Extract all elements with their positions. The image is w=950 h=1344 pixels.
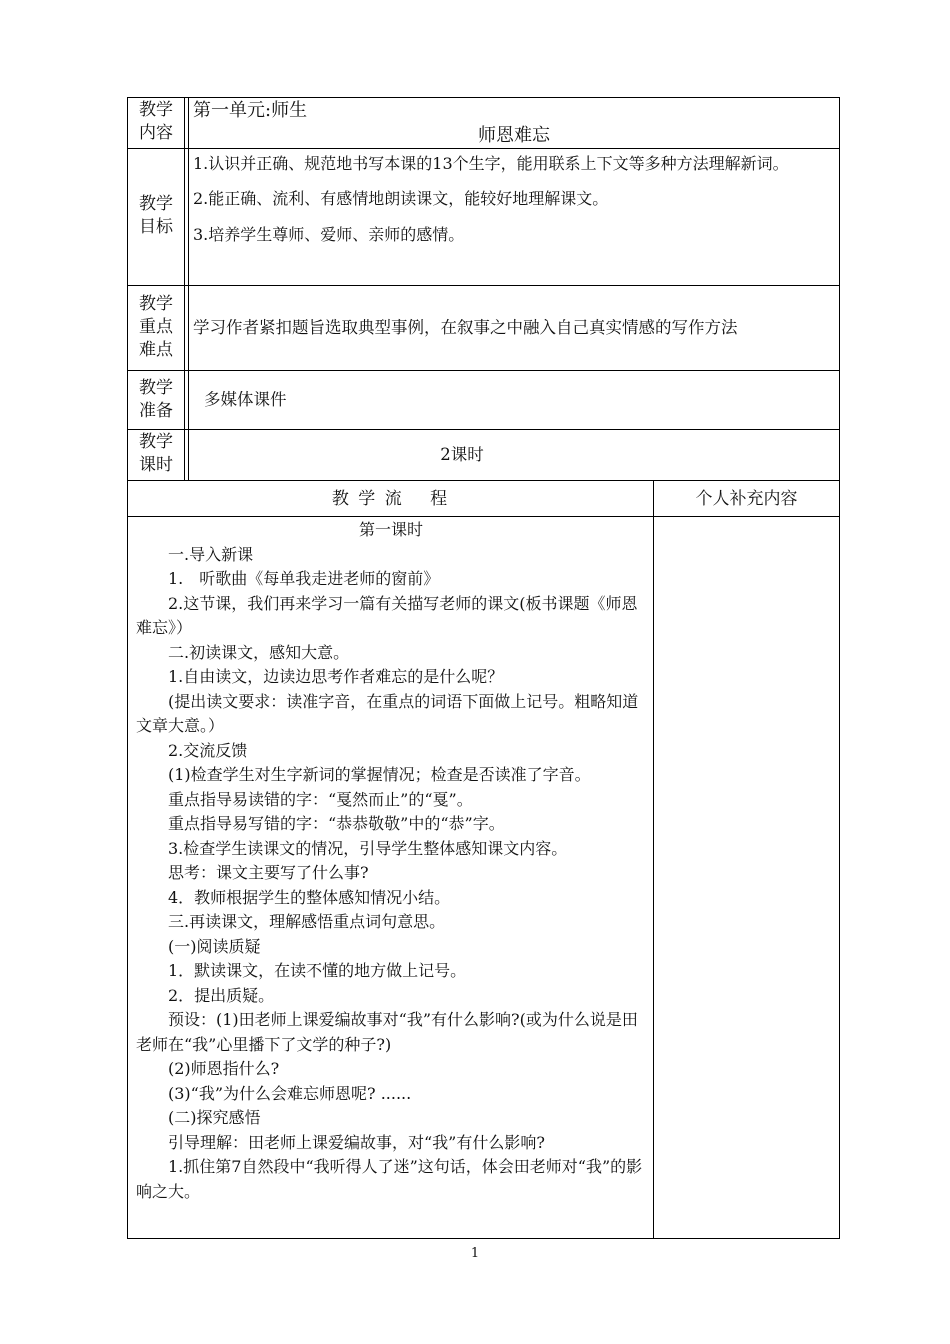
label-teaching-goals bbox=[128, 193, 184, 239]
flow-header: 教 学 流 程 bbox=[331, 489, 450, 509]
row-divider-4 bbox=[127, 429, 840, 430]
row-divider-2 bbox=[127, 285, 840, 286]
flow-line: 重点指导易写错的字：“恭恭敬敬”中的“恭”字。 bbox=[168, 814, 505, 833]
flow-column-divider bbox=[653, 480, 654, 1239]
label-key-points bbox=[128, 293, 184, 362]
flow-line: (2)师恩指什么? bbox=[168, 1059, 280, 1078]
goal-item: 2.能正确、流利、有感情地朗读课文，能较好地理解课文。 bbox=[193, 189, 609, 208]
table-border-right bbox=[839, 97, 840, 1239]
class-hours-text: 2课时 bbox=[440, 445, 484, 464]
flow-line: 2.交流反馈 bbox=[168, 740, 248, 760]
flow-line: 一.导入新课 bbox=[168, 544, 254, 564]
row-divider-5 bbox=[127, 480, 840, 481]
flow-line: (3)“我”为什么会难忘师恩呢? ...... bbox=[168, 1083, 412, 1103]
flow-line: 2．提出质疑。 bbox=[168, 985, 275, 1005]
row-divider-1 bbox=[127, 148, 840, 149]
label-line: 教学 bbox=[139, 100, 173, 120]
flow-line: 3.检查学生读课文的情况，引导学生整体感知课文内容。 bbox=[168, 838, 568, 858]
flow-line: (1)检查学生对生字新词的掌握情况；检查是否读准了字音。 bbox=[168, 765, 591, 784]
flow-line: (二)探究感悟 bbox=[168, 1108, 261, 1127]
flow-line: 重点指导易读错的字：“戛然而止”的“戛”。 bbox=[168, 789, 473, 809]
page-number: 1 bbox=[470, 1246, 480, 1261]
label-teaching-content bbox=[128, 99, 184, 148]
flow-line: 4．教师根据学生的整体感知情况小结。 bbox=[168, 887, 451, 907]
label-column-divider-inner bbox=[188, 97, 189, 481]
flow-line: 引导理解：田老师上课爱编故事，对“我”有什么影响? bbox=[168, 1132, 545, 1152]
lesson-title: 师恩难忘 bbox=[478, 125, 550, 146]
preparation-text: 多媒体课件 bbox=[204, 390, 287, 409]
label-line: 课时 bbox=[139, 455, 173, 475]
label-line: 教学 bbox=[139, 378, 173, 398]
row-divider-3 bbox=[127, 370, 840, 371]
flow-line: 2.这节课，我们再来学习一篇有关描写老师的课文(板书课题《师恩难忘》） bbox=[136, 593, 638, 637]
flow-line: 1.抓住第7自然段中“我听得人了迷”这句话，体会田老师对“我”的影响之大。 bbox=[136, 1157, 643, 1201]
key-points-text: 学习作者紧扣题旨选取典型事例，在叙事之中融入自己真实情感的写作方法 bbox=[193, 318, 738, 337]
label-column-divider bbox=[184, 97, 185, 481]
label-class-hours bbox=[128, 431, 184, 477]
flow-line: 预设：(1)田老师上课爱编故事对“我”有什么影响?(或为什么说是田老师在“我”心里播下了文学的种子?) bbox=[136, 1010, 638, 1054]
flow-line: 二.初读课文，感知大意。 bbox=[168, 642, 350, 662]
label-preparation bbox=[128, 377, 184, 423]
row-divider-6 bbox=[127, 516, 840, 517]
supplement-header: 个人补充内容 bbox=[695, 489, 798, 509]
label-line: 准备 bbox=[139, 401, 173, 421]
flow-line: (提出读文要求：读准字音，在重点的词语下面做上记号。粗略知道文章大意。） bbox=[136, 691, 639, 735]
goals-list bbox=[193, 152, 833, 260]
label-line: 重点 bbox=[139, 317, 173, 337]
table-border-left bbox=[127, 97, 128, 1239]
table-border-top bbox=[127, 97, 840, 98]
flow-line: 1．默读课文，在读不懂的地方做上记号。 bbox=[168, 961, 467, 980]
flow-line: (一)阅读质疑 bbox=[168, 936, 261, 956]
label-line: 教学 bbox=[139, 194, 173, 214]
flow-content bbox=[136, 518, 646, 1204]
label-line: 内容 bbox=[139, 123, 173, 143]
flow-line: 三.再读课文，理解感悟重点词句意思。 bbox=[168, 912, 446, 931]
flow-line: 1.自由读文，边读边思考作者难忘的是什么呢？ bbox=[168, 667, 504, 686]
flow-line: 思考：课文主要写了什么事? bbox=[168, 863, 369, 882]
label-line: 教学 bbox=[139, 294, 173, 314]
label-line: 教学 bbox=[139, 432, 173, 452]
flow-line: 1. 听歌曲《每单我走进老师的窗前》 bbox=[168, 569, 440, 588]
goal-item: 3.培养学生尊师、爱师、亲师的感情。 bbox=[193, 225, 465, 244]
label-line: 难点 bbox=[139, 340, 173, 360]
label-line: 目标 bbox=[139, 217, 173, 237]
goal-item: 1.认识并正确、规范地书写本课的13个生字，能用联系上下文等多种方法理解新词。 bbox=[193, 154, 789, 173]
flow-line: 第一课时 bbox=[358, 520, 423, 539]
unit-name: 第一单元:师生 bbox=[193, 100, 308, 121]
table-border-bottom bbox=[127, 1238, 840, 1239]
